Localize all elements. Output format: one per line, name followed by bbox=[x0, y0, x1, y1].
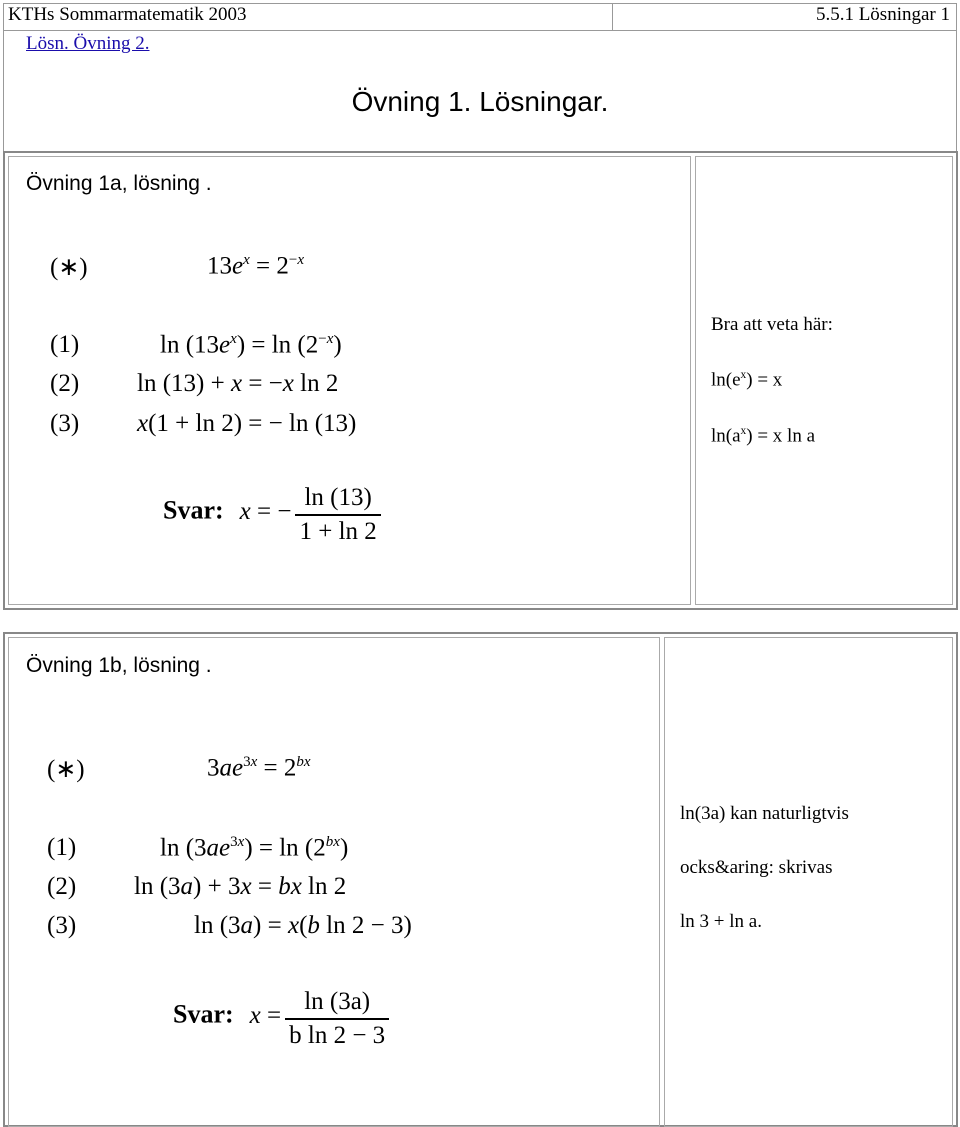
section-a-step-2-label: (2) bbox=[50, 370, 80, 397]
section-b-star-equation: $3ae^{3x} = 2^{bx}$ bbox=[207, 754, 311, 782]
section-a-svar-lhs: x = − bbox=[239, 497, 292, 525]
section-b-svar-numerator: ln (3a) bbox=[285, 988, 389, 1020]
section-a-title: Övning 1a, lösning . bbox=[26, 172, 212, 195]
next-exercise-link[interactable]: Lösn. Övning 2. bbox=[26, 33, 150, 54]
section-a-step-2-equation: ln (13) + x = −x ln 2 bbox=[137, 370, 339, 397]
section-b-answer bbox=[173, 988, 389, 1050]
section-b-svar-denominator: b ln 2 − 3 bbox=[289, 1022, 386, 1049]
page-title: Övning 1. Lösningar. bbox=[351, 86, 609, 117]
section-b-step-1-equation: $\ln (3ae^{3x}) = \ln (2^{bx})$ bbox=[160, 834, 349, 862]
section-b-step-3-equation: ln (3a) = x(b ln 2 − 3) bbox=[194, 912, 412, 939]
section-b-svar-fraction bbox=[285, 988, 389, 1050]
section-a-note-rule-2: $\ln(a^x) = x$ ln a bbox=[711, 425, 816, 447]
section-a-step-3-label: (3) bbox=[50, 410, 80, 437]
section-a-step-3-equation: x(1 + ln 2) = − ln (13) bbox=[137, 410, 357, 437]
course-title: KTHs Sommarmatematik 2003 bbox=[8, 4, 247, 25]
section-a-svar-fraction bbox=[295, 484, 380, 546]
section-a-star-label: (∗) bbox=[50, 254, 88, 281]
section-a-note-rule-1: $\ln(e^x) = x$ bbox=[711, 369, 783, 391]
section-a-svar-denominator: 1 + ln 2 bbox=[299, 518, 377, 545]
section-b-svar-label: Svar: bbox=[173, 999, 234, 1029]
section-b-step-3-label: (3) bbox=[47, 912, 77, 939]
section-a-star-equation: $13e^x = 2^{-x}$ bbox=[207, 252, 305, 280]
section-a-answer bbox=[163, 484, 381, 546]
section-b-note-line-2: ocks&aring: skrivas bbox=[680, 857, 833, 878]
header-divider bbox=[612, 3, 613, 31]
section-b-note-cell bbox=[664, 637, 953, 1127]
section-b-step-1-label: (1) bbox=[47, 834, 77, 861]
section-a-svar-numerator: ln (13) bbox=[295, 484, 380, 516]
section-a-note-heading: Bra att veta här: bbox=[711, 314, 833, 335]
section-b-step-2-equation: ln (3a) + 3x = bx ln 2 bbox=[134, 873, 347, 900]
section-b-note-line-1: ln(3a) kan naturligtvis bbox=[680, 803, 849, 824]
section-b-star-label: (∗) bbox=[47, 756, 85, 783]
section-b-note-line-3: ln 3 + ln a. bbox=[680, 911, 762, 932]
section-b-title: Övning 1b, lösning . bbox=[26, 654, 212, 677]
section-a-step-1-label: (1) bbox=[50, 331, 80, 358]
section-a-step-1-equation: $\ln (13e^x) = \ln (2^{-x})$ bbox=[160, 331, 342, 359]
section-b-step-2-label: (2) bbox=[47, 873, 77, 900]
page-label: 5.5.1 Lösningar 1 bbox=[815, 4, 950, 25]
section-b-svar-lhs: x = bbox=[249, 1001, 282, 1029]
section-a-svar-label: Svar: bbox=[163, 495, 224, 525]
